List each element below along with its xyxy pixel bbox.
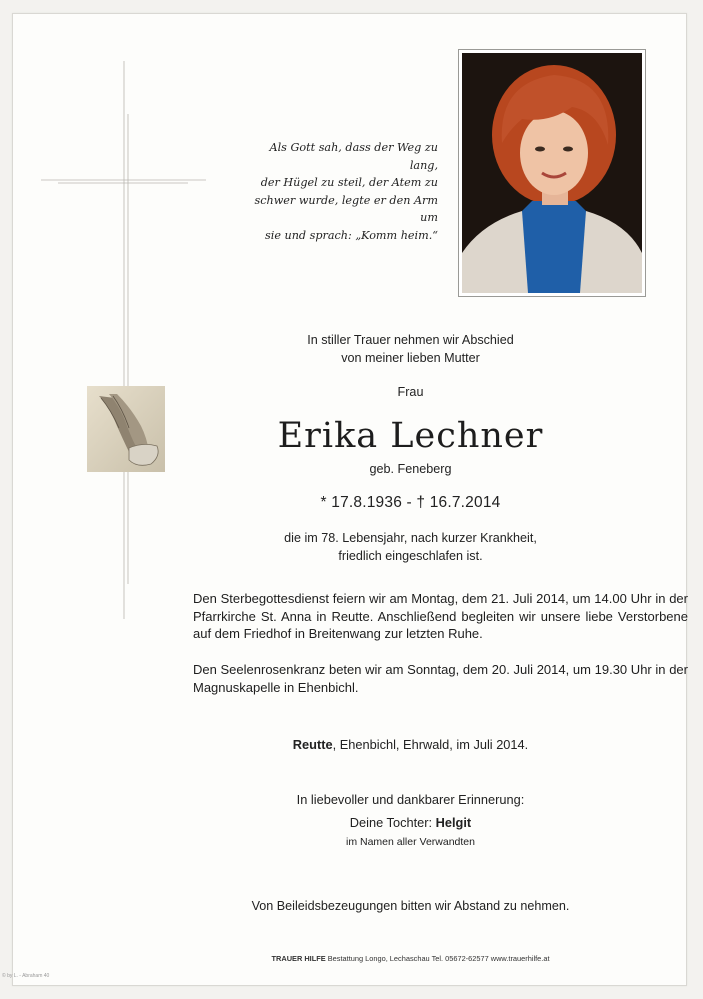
intro-text — [173, 332, 648, 367]
daughter-line — [173, 815, 648, 830]
tiny-credit: © by L. - Abraham 40 — [2, 973, 50, 979]
poem-line: Als Gott sah, dass der Weg zu lang, — [269, 141, 438, 172]
praying-hands-icon — [87, 386, 165, 472]
portrait-photo — [458, 49, 646, 297]
death-line: friedlich eingeschlafen ist. — [338, 548, 483, 563]
place-bold: Reutte — [292, 737, 333, 752]
death-line: die im 78. Lebensjahr, nach kurzer Krankheit, — [284, 531, 537, 545]
poem — [238, 139, 438, 244]
condolence-note: Von Beileidsbezeugungen bitten wir Abstand zu nehmen. — [251, 899, 570, 913]
poem-line: schwer wurde, legte er den Arm um — [254, 193, 438, 224]
deceased-name: Erika Lechner — [277, 416, 544, 456]
place-rest: , Ehenbichl, Ehrwald, im Juli 2014. — [332, 737, 529, 752]
obituary-card — [12, 13, 687, 986]
portrait-image — [462, 53, 642, 293]
death-text — [173, 530, 648, 565]
maiden-name: geb. Feneberg — [369, 462, 452, 476]
title-frau: Frau — [397, 385, 424, 399]
praying-hands-image — [87, 386, 165, 472]
poem-line: sie und sprach: „Komm heim.“ — [265, 228, 438, 242]
rosary-paragraph: Den Seelenrosenkranz beten wir am Sonntag, dem 20. Juli 2014, um 19.30 Uhr in der Magnuskapelle in Ehenbichl. — [193, 662, 688, 695]
daughter-name: Helgit — [435, 815, 472, 830]
life-dates: * 17.8.1936 - † 16.7.2014 — [320, 494, 501, 511]
footer-brand: TRAUER HILFE — [271, 954, 326, 963]
footer-text: Bestattung Longo, Lechaschau Tel. 05672-62577 www.trauerhilfe.at — [325, 954, 550, 963]
intro-line: In stiller Trauer nehmen wir Abschied — [307, 333, 514, 347]
funeral-home-footer — [173, 954, 648, 963]
place-date — [173, 737, 648, 752]
daughter-prefix: Deine Tochter: — [349, 815, 436, 830]
relatives-line: im Namen aller Verwandten — [346, 836, 475, 848]
poem-line: der Hügel zu steil, der Atem zu — [260, 176, 438, 189]
memory-line: In liebevoller und dankbarer Erinnerung: — [296, 792, 525, 807]
service-paragraph: Den Sterbegottesdienst feiern wir am Montag, dem 21. Juli 2014, um 14.00 Uhr in der Pfarrkirche St. Anna in Reutte. Anschließend begleiten wir unsere liebe Verstorbene auf dem Friedhof in Breitenwang zur letzten Ruhe. — [193, 591, 688, 641]
intro-line: von meiner lieben Mutter — [341, 350, 480, 365]
